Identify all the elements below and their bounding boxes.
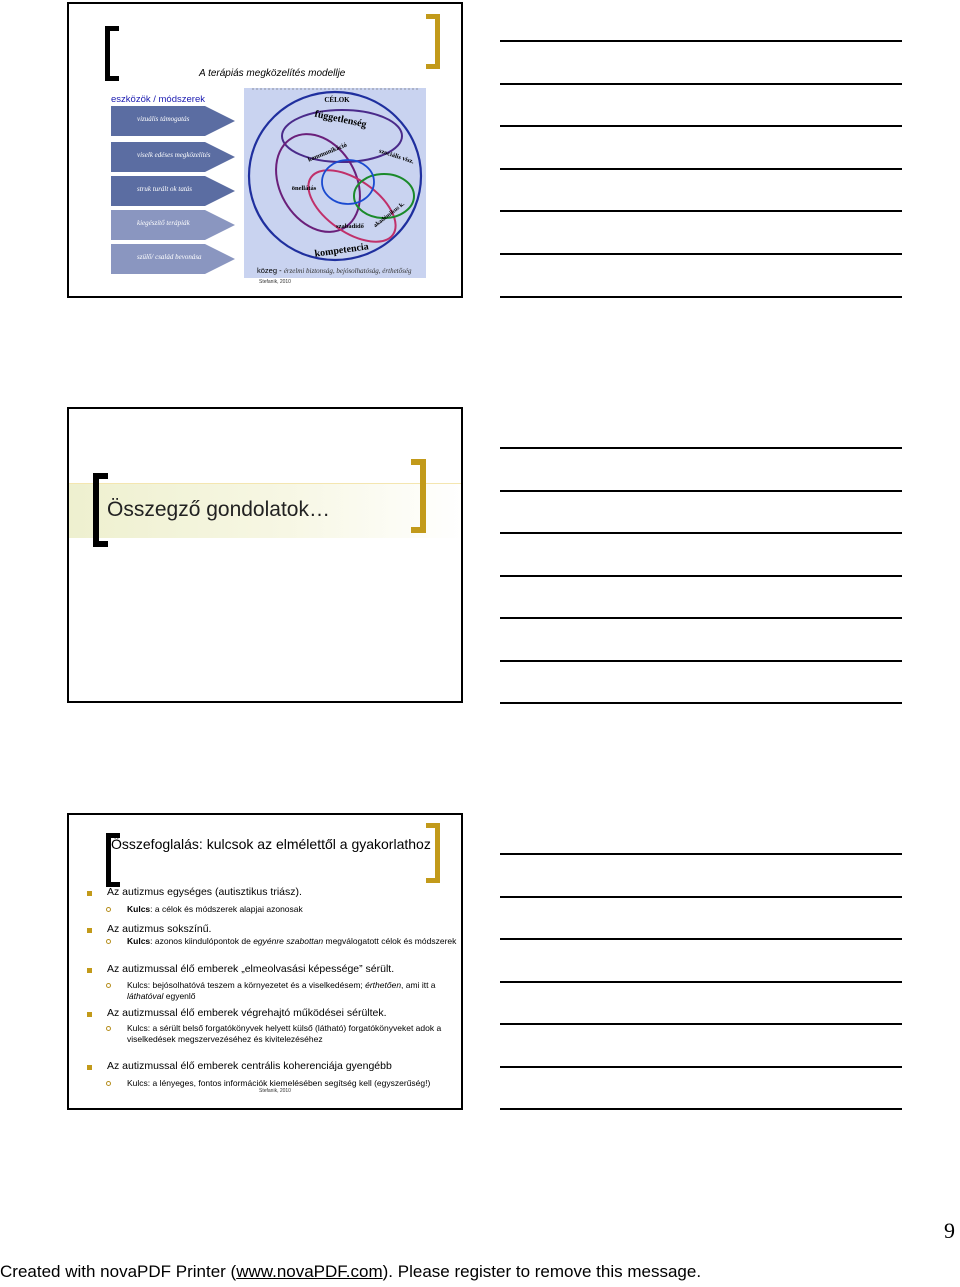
note-line (500, 938, 902, 940)
right-bracket (426, 823, 440, 883)
source-credit: Stefanik, 2010 (259, 1088, 291, 1094)
note-line (500, 83, 902, 85)
slide-therapy-model (67, 2, 463, 298)
note-line (500, 1108, 902, 1110)
sub-bullet: Kulcs: a lényeges, fontos információk kiemelésében segítség kell (egyszerűség!) (127, 1078, 431, 1088)
sub-bullet-text: Kulcs: bejósolhatóvá teszem a környezetet és a viselkedésem; (127, 980, 366, 990)
bullet-item: Az autizmus sokszínű. (107, 923, 212, 935)
arrow-label: struk turált ok tatás (137, 185, 193, 193)
environment-line (257, 266, 411, 275)
note-line (500, 660, 902, 662)
environment-label: közeg - (257, 266, 282, 275)
bullet-item: Az autizmussal élő emberek centrális koherenciája gyengébb (107, 1060, 392, 1072)
sub-bullet-emphasis: érthetően (365, 980, 402, 990)
slide-summary-thoughts (67, 407, 463, 703)
sub-bullet-text: egyenlő (163, 991, 196, 1001)
arrow-complementary-therapies (108, 210, 235, 240)
sub-bullet: Kulcs: a sérült belső forgatókönyvek helyett külső (látható) forgatókönyveket adok a viselkedések megszervezéséhez és kivitelezéséhez (127, 1023, 442, 1044)
slide-title: Összefoglalás: kulcsok az elmélettől a gyakorlathoz (111, 836, 431, 852)
bullet-item: Az autizmus egységes (autisztikus triász). (107, 886, 302, 898)
slide-title: A terápiás megközelítés modellje (199, 68, 346, 79)
sub-bullet (127, 980, 457, 1002)
sub-bullet-emphasis: láthatóval (127, 991, 164, 1001)
akademikus-label: akadémikus k. (372, 201, 406, 230)
right-bracket (426, 14, 440, 69)
sub-bullet-text: : azonos kiindulópontok de (150, 936, 254, 946)
bullet-square-icon (87, 1065, 92, 1070)
arrow-label: vizuális támogatás (137, 115, 190, 123)
note-line (500, 168, 902, 170)
environment-text: érzelmi biztonság, bejósolhatóság, érthetőség (283, 267, 412, 275)
note-line (500, 125, 902, 127)
note-line (500, 575, 902, 577)
tools-label: eszközök / módszerek (111, 94, 205, 105)
sub-bullet (127, 936, 457, 947)
footer-text: Created with novaPDF Printer ( (0, 1262, 237, 1281)
left-bracket (105, 26, 119, 81)
note-line (500, 896, 902, 898)
arrow-visual-support (108, 106, 235, 136)
arrow-structured-teaching (108, 176, 235, 206)
bullet-item: Az autizmussal élő emberek végrehajtó működései sérültek. (107, 1007, 387, 1019)
fuggetlenseg-label: függetlenség (313, 108, 368, 131)
sub-bullet-text: , ami itt a (401, 980, 436, 990)
bullet-circle-icon (106, 983, 111, 988)
note-line (500, 853, 902, 855)
bullet-circle-icon (106, 939, 111, 944)
note-line (500, 296, 902, 298)
note-line (500, 617, 902, 619)
arrow-label: kiegészítő terápiák (137, 219, 190, 227)
key-word: Kulcs (127, 936, 151, 946)
slide-title: Összegző gondolatok… (107, 498, 330, 521)
kompetencia-label: kompetencia (313, 241, 370, 260)
sub-bullet-text: megválogatott célok és módszerek (323, 936, 457, 946)
bullet-square-icon (87, 928, 92, 933)
sub-bullet-emphasis: egyénre szabottan (253, 936, 324, 946)
note-line (500, 1066, 902, 1068)
note-line (500, 40, 902, 42)
arrow-label: szülő/ család bevonása (137, 253, 202, 261)
szabadido-label: szabadidő (336, 223, 364, 230)
sub-bullet-text: : a célok és módszerek alapjai azonosak (150, 904, 303, 914)
bullet-circle-icon (106, 1081, 111, 1086)
left-bracket (93, 473, 108, 547)
note-line (500, 1023, 902, 1025)
note-line (500, 210, 902, 212)
note-line (500, 447, 902, 449)
note-line (500, 981, 902, 983)
slide-keys-summary (67, 813, 463, 1110)
source-credit: Stefanik, 2010 (259, 279, 291, 285)
bullet-circle-icon (106, 1026, 111, 1031)
bullet-square-icon (87, 968, 92, 973)
arrow-label: viselk edéses megközelítés (137, 151, 211, 159)
footer-text: ). Please register to remove this message. (382, 1262, 702, 1281)
onellatas-label: önellátás (291, 185, 317, 192)
celok-label: CÉLOK (324, 96, 350, 104)
note-line (500, 490, 902, 492)
page-number: 9 (944, 1218, 955, 1243)
right-bracket (411, 459, 426, 533)
szocialis-label: szociális visz. (378, 147, 415, 166)
bullet-square-icon (87, 1012, 92, 1017)
arrow-family-involvement (108, 244, 235, 274)
key-word: Kulcs (127, 904, 151, 914)
note-line (500, 532, 902, 534)
footer-message (0, 1262, 701, 1282)
sub-bullet (127, 904, 457, 915)
kommunikacio-label: kommunikáció (306, 141, 349, 164)
note-line (500, 702, 902, 704)
bullet-item: Az autizmussal élő emberek „elmeolvasási képessége” sérült. (107, 963, 395, 975)
arrow-behavioural-approach (108, 142, 235, 172)
novapdf-link[interactable]: www.novaPDF.com (236, 1262, 383, 1281)
bullet-circle-icon (106, 907, 111, 912)
goals-diagram (244, 88, 426, 278)
note-line (500, 253, 902, 255)
bullet-square-icon (87, 891, 92, 896)
